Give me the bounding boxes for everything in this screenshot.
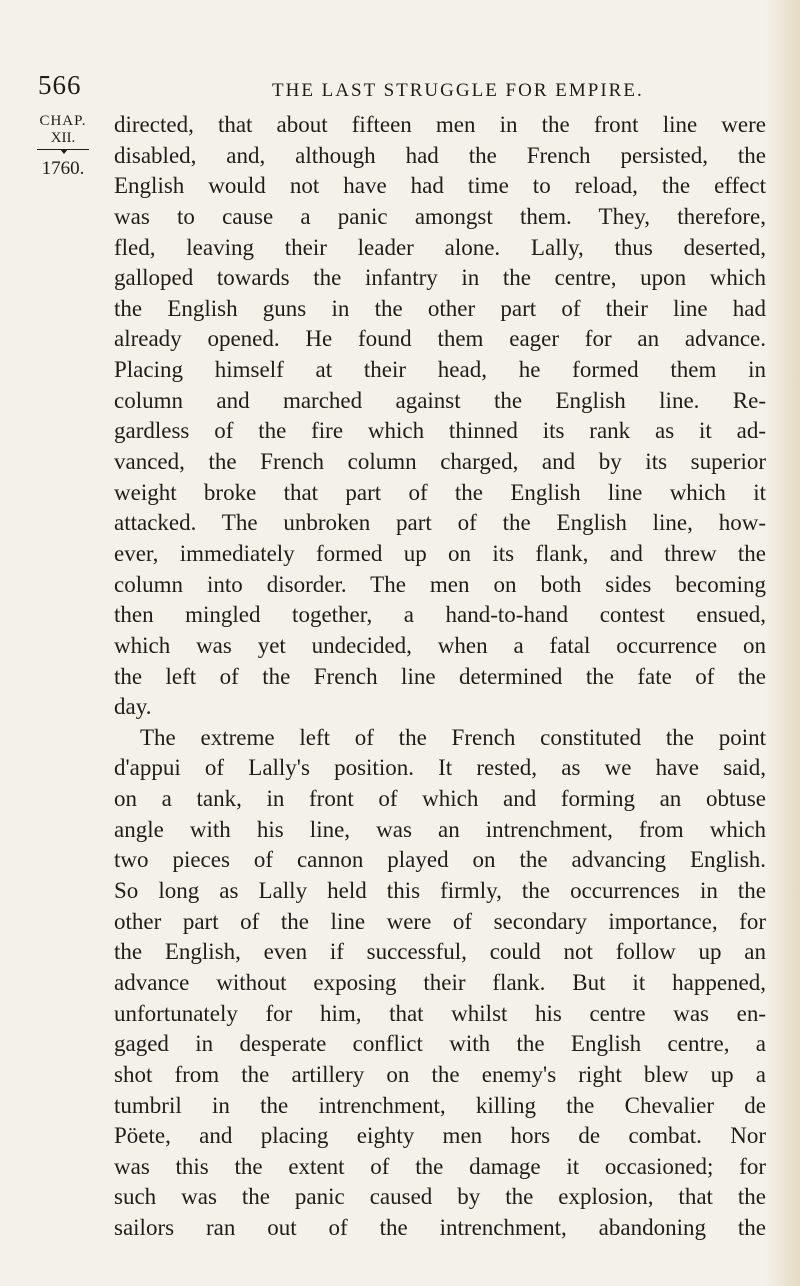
text-line: already opened. He found them eager for an advance.: [114, 326, 766, 352]
text-line: then mingled together, a hand-to-hand contest ensued,: [114, 602, 766, 628]
text-line: fled, leaving their leader alone. Lally, thus deserted,: [114, 234, 766, 260]
text-line: weight broke that part of the English line which it: [114, 479, 766, 505]
text-line: the left of the French line determined the fate of the: [114, 663, 766, 689]
margin-chapter-number: XII.: [50, 130, 76, 146]
text-line: gardless of the fire which thinned its rank as it ad-: [114, 418, 766, 444]
text-line: two pieces of cannon played on the advancing English.: [114, 847, 766, 873]
text-line: angle with his line, was an intrenchment, from which: [114, 816, 766, 842]
text-line: d'appui of Lally's position. It rested, as we have said,: [114, 755, 766, 781]
body-text: [114, 110, 766, 1244]
text-line: The extreme left of the French constituted the point: [140, 724, 766, 750]
text-line: gaged in desperate conflict with the English centre, a: [114, 1031, 766, 1057]
text-line: other part of the line were of secondary importance, for: [114, 908, 766, 934]
text-line: day.: [114, 694, 152, 720]
text-line: galloped towards the infantry in the centre, upon which: [114, 265, 766, 291]
text-line: was to cause a panic amongst them. They, therefore,: [114, 203, 766, 229]
text-line: English would not have had time to reload, the effect: [114, 173, 766, 199]
text-line: directed, that about fifteen men in the front line were: [114, 112, 766, 137]
text-line: the English, even if successful, could not follow up an: [114, 939, 766, 965]
text-line: disabled, and, although had the French persisted, the: [114, 142, 766, 168]
text-line: shot from the artillery on the enemy's right blew up a: [114, 1061, 766, 1087]
running-head: THE LAST STRUGGLE FOR EMPIRE.: [272, 80, 644, 101]
margin-note: [28, 113, 98, 177]
text-line: advance without exposing their flank. But it happened,: [114, 969, 766, 995]
text-line: unfortunately for him, that whilst his centre was en-: [114, 1000, 766, 1026]
text-line: ever, immediately formed up on its flank, and threw the: [114, 540, 766, 566]
text-line: on a tank, in front of which and forming an obtuse: [114, 786, 766, 812]
page-number: 566: [38, 70, 82, 100]
page-edge-shadow: [766, 0, 800, 1286]
text-line: Placing himself at their head, he formed them in: [114, 357, 766, 383]
text-line: So long as Lally held this firmly, the occurrences in the: [114, 878, 766, 904]
text-line: was this the extent of the damage it occasioned; for: [114, 1153, 766, 1179]
margin-chapter-label: CHAP.: [39, 113, 87, 129]
text-line: column and marched against the English line. Re-: [114, 387, 766, 413]
text-line: the English guns in the other part of their line had: [114, 295, 766, 321]
text-line: attacked. The unbroken part of the English line, how-: [114, 510, 766, 536]
text-line: tumbril in the intrenchment, killing the Chevalier de: [114, 1092, 766, 1118]
text-line: Pöete, and placing eighty men hors de combat. Nor: [114, 1123, 766, 1149]
text-line: column into disorder. The men on both sides becoming: [114, 571, 766, 597]
margin-year: 1760.: [41, 158, 85, 179]
margin-brace-rule: [37, 149, 89, 150]
text-line: vanced, the French column charged, and by its superior: [114, 449, 766, 475]
text-line: sailors ran out of the intrenchment, abandoning the: [114, 1215, 766, 1241]
text-line: such was the panic caused by the explosion, that the: [114, 1184, 766, 1210]
text-line: which was yet undecided, when a fatal occurrence on: [114, 632, 766, 658]
